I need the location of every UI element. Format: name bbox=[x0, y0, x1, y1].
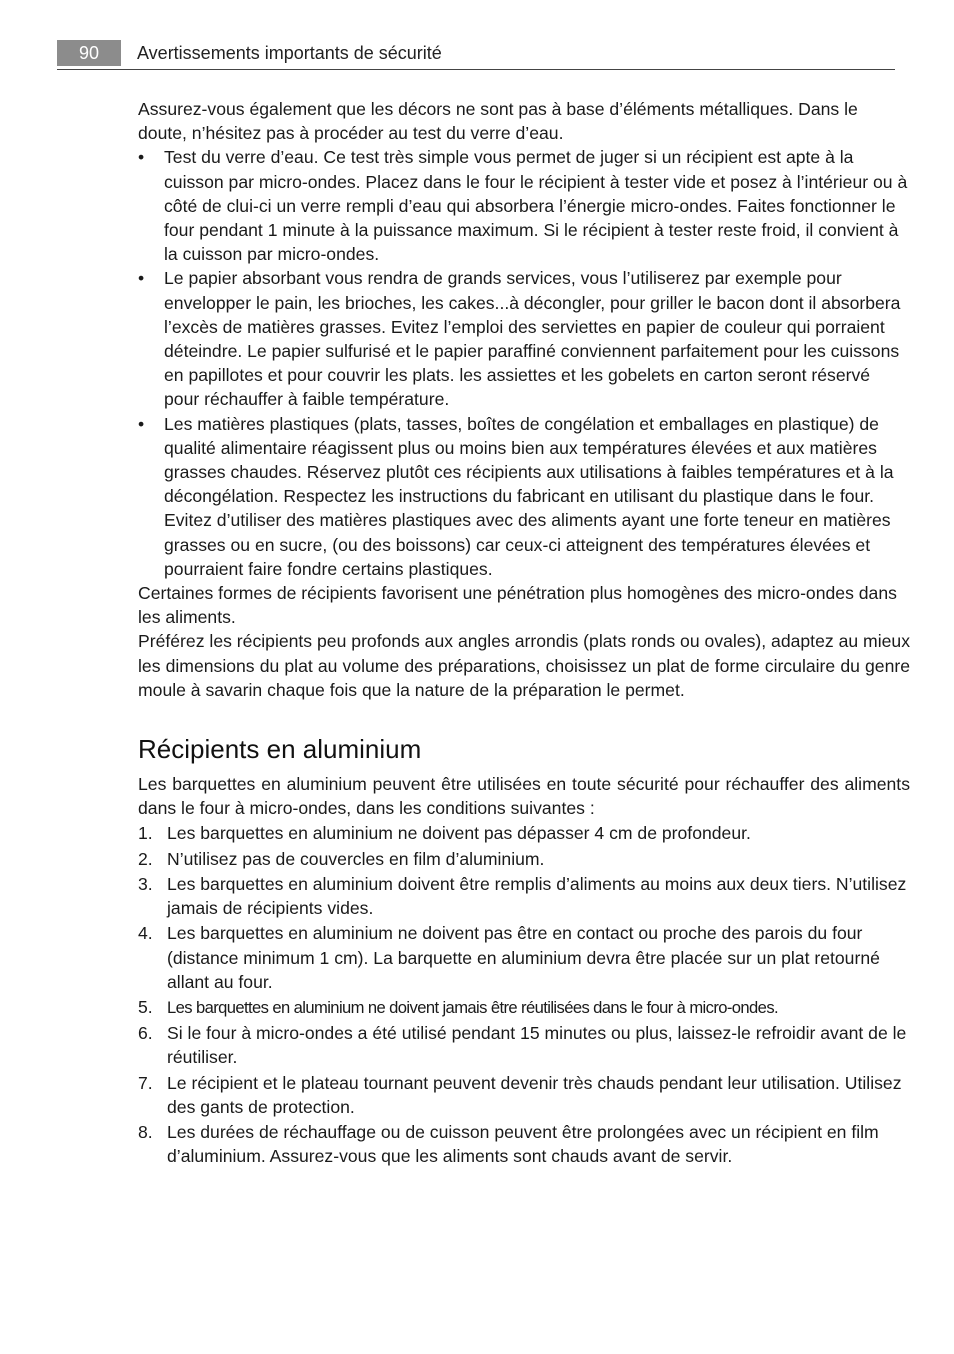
list-item bbox=[138, 847, 910, 871]
bullet-icon: • bbox=[138, 268, 145, 289]
bullet-icon: • bbox=[138, 413, 145, 434]
list-item bbox=[138, 145, 910, 266]
item-number: 4. bbox=[138, 923, 153, 944]
list-item bbox=[138, 872, 910, 920]
item-text: Si le four à micro-ondes a été utilisé pendant 15 minutes ou plus, laissez-le refroidir avant de le réutiliser. bbox=[167, 1023, 907, 1068]
header-title: Avertissements importants de sécurité bbox=[137, 43, 442, 63]
item-number: 2. bbox=[138, 848, 153, 869]
item-text: N’utilisez pas de couvercles en film d’aluminium. bbox=[167, 848, 545, 869]
bullet-text: Les matières plastiques (plats, tasses, boîtes de congélation et emballages en plastique) de qualité alimentaire réagissent plus ou moins bien aux températures élevées et aux matières grasses chaudes. Réservez plutôt ces récipients aux utilisations à faibles températures et à la décongélation. Respectez les instructions du fabricant en utilisant du plastique dans le four. Evitez d’utiliser des matières plastiques avec des aliments ayant une forte teneur en matières grasses ou en sucre, (ou des boissons) car ceux-ci atteignent des températures élevées et pourraient faire fondre certains plastiques. bbox=[164, 413, 894, 579]
item-text: Les barquettes en aluminium doivent être remplis d’aliments au moins aux deux tiers. N’utilisez jamais de récipients vides. bbox=[167, 873, 907, 919]
item-number: 6. bbox=[138, 1023, 153, 1044]
list-item bbox=[138, 1071, 910, 1119]
page-body bbox=[138, 97, 910, 1168]
item-text: Le récipient et le plateau tournant peuvent devenir très chauds pendant leur utilisation. Utilisez des gants de protection. bbox=[167, 1072, 902, 1117]
item-number: 5. bbox=[138, 996, 153, 1017]
item-text: Les barquettes en aluminium ne doivent pas être en contact ou proche des parois du four (distance minimum 1 cm). La barquette en aluminium devra être placée sur un plat retourné allant au four. bbox=[167, 923, 880, 992]
shapes-paragraph: Certaines formes de récipients favorisent une pénétration plus homogènes des micro-ondes dans les aliments. bbox=[138, 583, 897, 628]
section-heading: Récipients en aluminium bbox=[138, 734, 422, 765]
list-item bbox=[138, 1021, 910, 1069]
item-text: Les barquettes en aluminium ne doivent jamais être réutilisées dans le four à micro-ondes. bbox=[167, 997, 779, 1017]
bullet-text: Le papier absorbant vous rendra de grands services, vous l’utiliserez par exemple pour envelopper le pain, les brioches, les cakes...à décongler, pour griller le bacon dont il absorbera l’excès de matières grasses. Evitez l’emploi des serviettes en papier de couleur qui porraient déteindre. Le papier sulfurisé et le papier paraffiné conviennent parfaitement pour les cuissons en papillotes et pour couvrir les plats. les assiettes et les gobelets en carton seront réservé pour réchauffer à faible température. bbox=[164, 268, 901, 410]
bullet-text: Test du verre d’eau. Ce test très simple vous permet de juger si un récipient est apte à la cuisson par micro-ondes. Placez dans le four le récipient à tester vide et posez à l’intérieur ou à côté de clui-ci un verre rempli d’eau qui absorbera l’énergie micro-ondes. Faites fonctionner le four pendant 1 minute à la puissance maximum. Si le récipient à tester reste froid, il convient à la cuisson par micro-ondes. bbox=[164, 147, 908, 265]
page-number: 90 bbox=[57, 40, 121, 66]
list-item bbox=[138, 921, 910, 994]
item-number: 7. bbox=[138, 1072, 153, 1093]
list-item bbox=[138, 266, 910, 411]
section-intro: Les barquettes en aluminium peuvent être utilisées en toute sécurité pour réchauffer des aliments dans le four à micro-ondes, dans les conditions suivantes : bbox=[138, 774, 910, 819]
bullet-list bbox=[138, 145, 910, 581]
item-number: 8. bbox=[138, 1121, 153, 1142]
numbered-list bbox=[138, 821, 910, 1168]
item-text: Les barquettes en aluminium ne doivent pas dépasser 4 cm de profondeur. bbox=[167, 823, 751, 844]
item-number: 1. bbox=[138, 823, 153, 844]
list-item bbox=[138, 995, 910, 1020]
list-item bbox=[138, 412, 910, 581]
prefer-paragraph: Préférez les récipients peu profonds aux angles arrondis (plats ronds ou ovales), adaptez au mieux les dimensions du plat au volume des préparations, choisissez un plat de forme circulaire du genre moule à savarin chaque fois que la nature de la préparation le permet. bbox=[138, 631, 910, 700]
item-text: Les durées de réchauffage ou de cuisson peuvent être prolongées avec un récipient en film d’aluminium. Assurez-vous que les aliments sont chauds avant de servir. bbox=[167, 1121, 879, 1167]
bullet-icon: • bbox=[138, 147, 145, 168]
item-number: 3. bbox=[138, 873, 153, 894]
list-item bbox=[138, 821, 910, 845]
list-item bbox=[138, 1120, 910, 1168]
intro-paragraph: Assurez-vous également que les décors ne sont pas à base d’éléments métalliques. Dans le doute, n’hésitez pas à procéder au test du verre d’eau. bbox=[138, 99, 858, 144]
page-header bbox=[57, 40, 895, 70]
